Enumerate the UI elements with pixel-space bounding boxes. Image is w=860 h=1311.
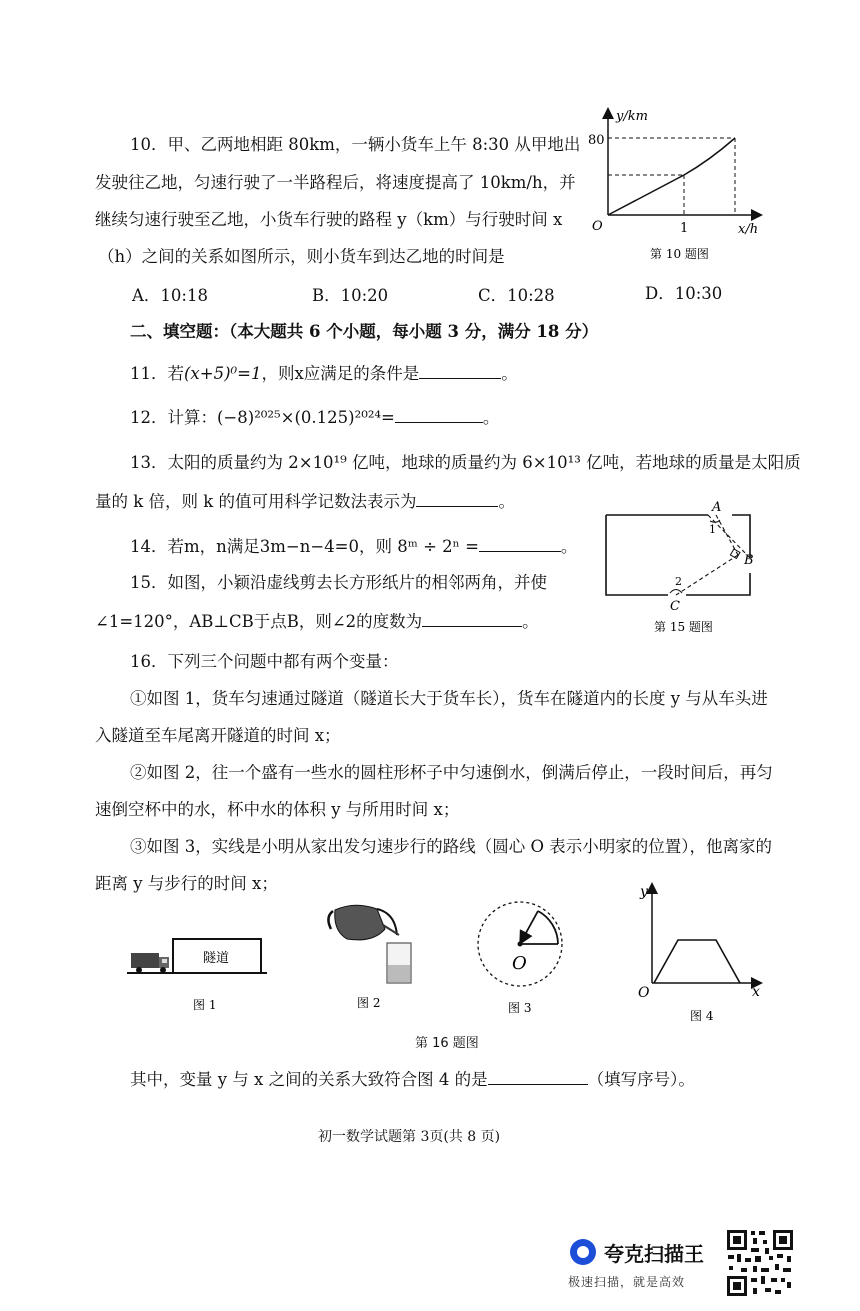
- scanner-brand: 夸克扫描王: [604, 1242, 704, 1266]
- truck-icon: [131, 953, 169, 973]
- q10-y-label: y/km: [616, 109, 648, 124]
- q11-suffix: ，则x应满足的条件是: [261, 364, 420, 383]
- q13-line1: 13．太阳的质量约为 2×10¹⁹ 亿吨，地球的质量约为 6×10¹³ 亿吨，若地球的质量是太阳质: [130, 453, 801, 472]
- q15-answer-blank[interactable]: [422, 612, 522, 627]
- q15-line2-text: ∠1=120°，AB⊥CB于点B，则∠2的度数为: [95, 612, 423, 631]
- q16-fig1-caption: 图 1: [193, 998, 217, 1012]
- q16-intro: 16．下列三个问题中都有两个变量：: [130, 652, 399, 671]
- q10-x-tick: 1: [680, 221, 689, 236]
- q14-prefix: 14．若m，n满足3m−n−4=0，则 8ᵐ ÷ 2ⁿ =: [130, 537, 479, 556]
- q16-question-end: （填写序号）。: [587, 1070, 695, 1089]
- q15-line1: 15．如图，小颖沿虚线剪去长方形纸片的相邻两角，并使: [130, 573, 547, 592]
- q16-fig4-trapezoid: [654, 940, 740, 983]
- q16-fig3-center-label: O: [512, 953, 527, 974]
- q10-curve: [608, 138, 735, 215]
- q11: [130, 364, 518, 383]
- scanner-slogan: 极速扫描，就是高效: [568, 1275, 686, 1289]
- q16-item1-line2: 入隧道至车尾离开隧道的时间 x；: [95, 726, 341, 745]
- q12-end: 。: [482, 408, 500, 427]
- q16-item3-line1: ③如图 3，实线是小明从家出发匀速步行的路线（圆心 O 表示小明家的位置），他离家的: [130, 837, 773, 856]
- q16-fig1: [125, 935, 270, 1015]
- q15-dashed-b-c: [676, 555, 738, 595]
- q13-end: 。: [498, 492, 515, 511]
- q10-line1: 10．甲、乙两地相距 80km，一辆小货车上午 8:30 从甲地出: [130, 135, 581, 154]
- q16-fig4-y-label: y: [640, 884, 648, 900]
- qr-code-icon: [725, 1228, 795, 1298]
- q16-figure-caption: 第 16 题图: [415, 1036, 479, 1051]
- q11-prefix: 11．若: [130, 364, 184, 383]
- q16-question-text: 其中，变量 y 与 x 之间的关系大致符合图 4 的是: [130, 1070, 488, 1089]
- q14: [130, 537, 577, 556]
- q10-line4: （h）之间的关系如图所示，则小货车到达乙地的时间是: [98, 247, 505, 266]
- q15-angle2-arc: [670, 590, 682, 594]
- q10-x-label: x/h: [738, 222, 759, 237]
- q16-fig4-x-label: x: [752, 984, 760, 1000]
- q13-line2-text: 量的 k 倍，则 k 的值可用科学记数法表示为: [95, 492, 417, 511]
- q16-fig3-arc: [538, 911, 558, 944]
- q12-prefix: 12．计算：: [130, 408, 217, 427]
- q13-answer-blank[interactable]: [416, 492, 498, 507]
- q16-fig1-tunnel-label: 隧道: [203, 951, 230, 966]
- q13-line2: [95, 492, 515, 511]
- q10-y-tick: 80: [588, 133, 605, 148]
- q16-answer-blank[interactable]: [488, 1070, 588, 1085]
- q16-fig3-caption: 图 3: [508, 1001, 532, 1015]
- q16-question: [130, 1070, 695, 1089]
- q12-answer-blank[interactable]: [395, 408, 483, 423]
- q15-caption: 第 15 题图: [654, 620, 713, 634]
- q10-origin: O: [592, 219, 603, 234]
- q10-figure: [580, 100, 780, 275]
- scanner-watermark: [568, 1236, 718, 1291]
- q16-item2-line1: ②如图 2，往一个盛有一些水的圆柱形杯子中匀速倒水，倒满后停止，一段时间后，再匀: [130, 763, 773, 782]
- q10-line3: 继续匀速行驶至乙地，小货车行驶的路程 y（km）与行驶时间 x: [95, 210, 563, 229]
- q15-angle2-label: 2: [675, 575, 682, 588]
- q10-line2: 发驶往乙地，匀速行驶了一半路程后，将速度提高了 10km/h，并: [95, 173, 576, 192]
- q15-end: 。: [522, 612, 539, 631]
- q10-caption: 第 10 题图: [650, 247, 709, 261]
- q16-item2-line2: 速倒空杯中的水，杯中水的体积 y 与所用时间 x；: [95, 800, 460, 819]
- q10-option-d: D．10:30: [645, 284, 723, 303]
- q16-fig3-radius-back: [521, 911, 538, 942]
- q16-fig2: [325, 895, 420, 1015]
- q15-label-c: C: [670, 599, 680, 614]
- q11-expr: (x+5)⁰=1: [184, 364, 262, 383]
- q16-fig4-origin: O: [638, 985, 650, 1001]
- q16-fig4: [630, 880, 770, 1030]
- q10-option-c: C．10:28: [478, 286, 555, 305]
- page-footer: 初一数学试题第 3页(共 8 页): [318, 1129, 501, 1145]
- q16-fig3: [470, 897, 570, 1017]
- kettle-icon: [328, 905, 399, 940]
- quark-logo-icon: [570, 1239, 596, 1265]
- q12: [130, 408, 499, 427]
- q15-figure: [598, 500, 768, 640]
- q10-option-a: A．10:18: [132, 286, 208, 305]
- q11-answer-blank[interactable]: [419, 364, 501, 379]
- cup-icon: [387, 943, 411, 983]
- q15-dashed-cut-ab: [708, 515, 750, 558]
- q10-option-b: B．10:20: [312, 286, 389, 305]
- q14-answer-blank[interactable]: [479, 537, 561, 552]
- section2-heading: 二、填空题：（本大题共 6 个小题，每小题 3 分，满分 18 分）: [130, 322, 599, 341]
- q15-label-a: A: [712, 500, 722, 515]
- q16-item1-line1: ①如图 1，货车匀速通过隧道（隧道长大于货车长），货车在隧道内的长度 y 与从车头进: [130, 689, 768, 708]
- q11-end: 。: [501, 364, 518, 383]
- q15-line2: [95, 612, 539, 631]
- q16-item3-line2: 距离 y 与步行的时间 x；: [95, 874, 278, 893]
- q15-angle1-arc: [710, 520, 720, 522]
- q15-label-b: B: [744, 553, 754, 568]
- q16-fig4-caption: 图 4: [690, 1009, 714, 1023]
- q12-expr: (−8)²⁰²⁵×(0.125)²⁰²⁴=: [217, 408, 395, 427]
- q14-end: 。: [560, 537, 578, 556]
- q16-fig2-caption: 图 2: [357, 996, 381, 1010]
- q15-angle1-label: 1: [709, 523, 716, 536]
